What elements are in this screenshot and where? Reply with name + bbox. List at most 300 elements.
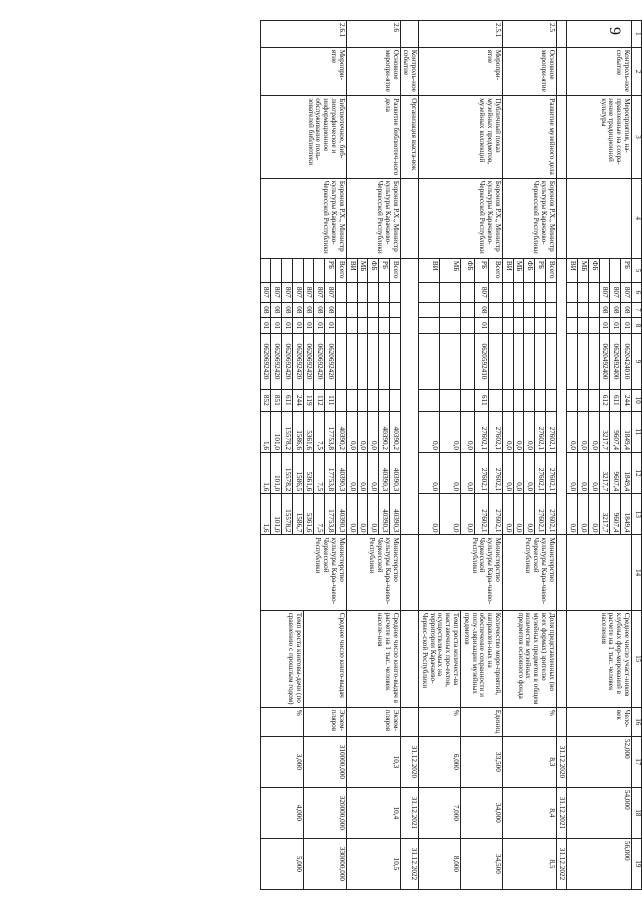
value-year3-cell: 101,0	[271, 494, 282, 535]
vr-cell: 119	[303, 389, 314, 411]
csr-cell: 0620592410	[474, 334, 488, 390]
source-cell: МБ	[578, 258, 589, 282]
value-year1-cell: 0,0	[368, 411, 379, 452]
source-cell: МБ	[357, 258, 368, 282]
pr-cell: 01	[599, 318, 610, 334]
rz-cell	[389, 302, 400, 318]
grbs-cell	[368, 283, 379, 302]
vr-cell	[357, 389, 368, 411]
csr-cell	[440, 334, 461, 390]
grbs-cell	[567, 283, 578, 302]
target-year3-cell: 10,5	[346, 838, 400, 889]
source-cell	[556, 258, 567, 535]
value-year3-cell: 5361,6	[303, 494, 314, 535]
header-cell-1: 1	[632, 21, 642, 48]
value-year3-cell: 40390,3	[389, 494, 400, 535]
target-year2-cell: 4,000	[260, 787, 303, 838]
pr-cell: 01	[271, 318, 282, 334]
value-year2-cell: 5361,6	[303, 452, 314, 493]
target-year2-cell: 320000,000	[303, 787, 346, 838]
grbs-cell	[419, 283, 440, 302]
target-year1-cell: 33,500	[460, 736, 502, 787]
unit-cell: Единиц	[460, 707, 502, 736]
vr-cell	[588, 389, 599, 411]
value-year1-cell: 0,0	[440, 411, 461, 452]
value-year3-cell: 9607,4	[610, 494, 621, 535]
title-cell: Развитие библиотеч-ного дела	[346, 96, 400, 179]
date-year2-cell: 31.12.2021	[400, 787, 419, 838]
rz-cell	[379, 302, 390, 318]
pr-cell	[535, 318, 546, 334]
rz-cell	[346, 302, 357, 318]
value-year3-cell: 0,0	[588, 494, 599, 535]
csr-cell: 0620692420	[325, 334, 336, 390]
header-cell-13: 13	[632, 494, 642, 535]
header-cell-19: 19	[632, 838, 642, 889]
source-cell	[271, 258, 282, 282]
source-cell	[260, 258, 271, 282]
csr-cell: 0620692420	[282, 334, 293, 390]
pr-cell: 01	[325, 318, 336, 334]
table-row	[400, 21, 419, 890]
value-year3-cell: 15578,2	[282, 494, 293, 535]
csr-cell	[379, 334, 390, 390]
value-year3-cell: 0,0	[357, 494, 368, 535]
csr-cell: 0620692420	[314, 334, 325, 390]
rz-cell: 08	[271, 302, 282, 318]
vr-cell: 111	[325, 389, 336, 411]
type-cell: Основное меропри-ятие	[346, 47, 400, 96]
value-year2-cell: 0,0	[368, 452, 379, 493]
value-year2-cell: 27602,1	[535, 452, 546, 493]
value-year3-cell: 17753,8	[325, 494, 336, 535]
value-year1-cell: 3217,7	[599, 411, 610, 452]
rz-cell	[535, 302, 546, 318]
value-year1-cell: 40390,2	[336, 411, 347, 452]
value-year2-cell: 0,0	[513, 452, 524, 493]
rz-cell: 08	[325, 302, 336, 318]
rz-cell	[588, 302, 599, 318]
csr-cell: 0620424010	[621, 334, 632, 390]
value-year2-cell: 0,0	[524, 452, 535, 493]
target-year2-cell: 8,4	[502, 787, 556, 838]
value-year1-cell: 27602,1	[545, 411, 556, 452]
indicator-cell: Темп роста книговы-дачи (по сравнению с прошлым годом)	[260, 610, 303, 707]
value-year1-cell: 7,5	[314, 411, 325, 452]
header-cell-6: 6	[632, 283, 642, 302]
header-cell-14: 14	[632, 535, 642, 610]
pr-cell: 01	[610, 318, 621, 334]
source-cell: РБ	[325, 258, 336, 282]
rz-cell	[488, 302, 502, 318]
table-row	[621, 21, 632, 890]
header-cell-15: 15	[632, 610, 642, 707]
grbs-cell: 807	[292, 283, 303, 302]
source-cell: Всего	[488, 258, 502, 282]
grbs-cell	[346, 283, 357, 302]
value-year3-cell: 0,0	[346, 494, 357, 535]
vr-cell: 112	[314, 389, 325, 411]
pr-cell	[440, 318, 461, 334]
executor-cell: Министерство культуры Кара-чаево-Черкесской Республики	[419, 535, 503, 610]
pr-cell	[368, 318, 379, 334]
vr-cell: 612	[599, 389, 610, 411]
source-cell: ФБ	[368, 258, 379, 282]
header-cell-17: 17	[632, 736, 642, 787]
value-year1-cell: 15578,2	[282, 411, 293, 452]
unit-cell: %	[419, 707, 461, 736]
target-year3-cell: 34,500	[460, 838, 502, 889]
target-year3-cell: 5,000	[260, 838, 303, 889]
target-year1-cell: 8,3	[502, 736, 556, 787]
value-year3-cell: 0,0	[440, 494, 461, 535]
value-year2-cell: 101,0	[271, 452, 282, 493]
csr-cell	[368, 334, 379, 390]
value-year2-cell: 0,0	[588, 452, 599, 493]
pr-cell: 01	[314, 318, 325, 334]
grbs-cell	[545, 283, 556, 302]
value-year1-cell: 0,0	[567, 411, 578, 452]
num-cell: 2.6.1	[260, 21, 346, 48]
value-year2-cell: 0,0	[567, 452, 578, 493]
value-year3-cell: 3217,7	[599, 494, 610, 535]
target-year3-cell: 330000,000	[303, 838, 346, 889]
grbs-cell: 807	[303, 283, 314, 302]
executor-cell: Министерство культуры Кара-чаево-Черкесской Республики	[260, 535, 346, 610]
num-cell: 2.5	[502, 21, 556, 48]
vr-cell	[567, 389, 578, 411]
source-cell	[292, 258, 303, 282]
num-cell	[400, 21, 419, 48]
csr-cell: 0620492400	[599, 334, 610, 390]
value-year3-cell: 27602,1	[474, 494, 488, 535]
indicator-cell: Среднее число участ-ников клубных фор-мирований в расчете на 1 тыс. человек населения	[567, 610, 632, 707]
rz-cell	[567, 302, 578, 318]
source-cell: РБ	[379, 258, 390, 282]
value-year2-cell: 0,0	[357, 452, 368, 493]
target-year3-cell: 56,000	[567, 838, 632, 889]
value-year2-cell: 7,5	[314, 452, 325, 493]
grbs-cell	[578, 283, 589, 302]
value-year1-cell: 27602,1	[474, 411, 488, 452]
value-year1-cell: 27602,1	[488, 411, 502, 452]
source-cell	[303, 258, 314, 282]
value-year2-cell: 17753,8	[325, 452, 336, 493]
grbs-cell	[588, 283, 599, 302]
table-row	[488, 21, 502, 890]
value-year2-cell: 40390,3	[389, 452, 400, 493]
csr-cell: 0620492400	[610, 334, 621, 390]
dates-row	[556, 21, 567, 890]
target-year1-cell: 10,3	[346, 736, 400, 787]
source-cell: МБ	[513, 258, 524, 282]
pr-cell	[502, 318, 513, 334]
unit-cell	[400, 707, 419, 736]
value-year2-cell: 0,0	[440, 452, 461, 493]
num-cell: 2.6	[346, 21, 400, 48]
title-cell: Мероприятия, на-правленные на сохра-нение традиционной культуры	[567, 96, 632, 179]
csr-cell	[524, 334, 535, 390]
source-cell: ВИ	[567, 258, 578, 282]
pr-cell: 01	[474, 318, 488, 334]
grbs-cell: 807	[282, 283, 293, 302]
value-year3-cell: 40390,3	[379, 494, 390, 535]
value-year1-cell: 0,0	[357, 411, 368, 452]
value-year3-cell: 27602,1	[545, 494, 556, 535]
csr-cell	[567, 334, 578, 390]
title-cell	[556, 96, 567, 179]
pr-cell	[588, 318, 599, 334]
target-year2-cell: 54,000	[567, 787, 632, 838]
source-cell: ВИ	[346, 258, 357, 282]
vr-cell	[502, 389, 513, 411]
type-cell: Контроль-ное событие	[400, 47, 419, 96]
rz-cell	[513, 302, 524, 318]
date-year1-cell: 31.12.2020	[400, 736, 419, 787]
csr-cell: 0620692420	[292, 334, 303, 390]
grbs-cell	[379, 283, 390, 302]
responsible-cell: Боронов Р.Х., Министр культуры Карачаево-Черкесской Республики	[346, 178, 400, 258]
source-cell: Всего	[336, 258, 347, 282]
value-year2-cell: 0,0	[578, 452, 589, 493]
pr-cell: 01	[282, 318, 293, 334]
value-year2-cell: 27602,1	[545, 452, 556, 493]
grbs-cell	[524, 283, 535, 302]
rz-cell	[357, 302, 368, 318]
value-year2-cell: 27602,1	[488, 452, 502, 493]
rz-cell: 08	[303, 302, 314, 318]
value-year1-cell: 1,6	[260, 411, 271, 452]
source-cell: ВИ	[502, 258, 513, 282]
value-year3-cell: 0,0	[567, 494, 578, 535]
grbs-cell: 807	[325, 283, 336, 302]
indicator-cell: Среднее число книго-выдач в расчете на 1 тыс. человек населе-ния	[346, 610, 400, 707]
value-year1-cell: 0,0	[460, 411, 474, 452]
num-cell	[556, 21, 567, 48]
header-cell-7: 7	[632, 302, 642, 318]
rz-cell	[368, 302, 379, 318]
header-cell-5: 5	[632, 258, 642, 282]
csr-cell: 0620692420	[260, 334, 271, 390]
responsible-cell: Боронов Р.Х., Министр культуры Карачаево-Черкесской Республики	[419, 178, 503, 258]
source-cell	[314, 258, 325, 282]
value-year2-cell: 0,0	[346, 452, 357, 493]
vr-cell	[535, 389, 546, 411]
value-year1-cell: 27602,1	[535, 411, 546, 452]
value-year1-cell: 0,0	[502, 411, 513, 452]
value-year1-cell: 0,0	[588, 411, 599, 452]
csr-cell	[578, 334, 589, 390]
table-row	[336, 21, 347, 890]
num-cell	[567, 21, 632, 48]
source-cell	[599, 258, 610, 282]
table-row	[389, 21, 400, 890]
source-cell: ВИ	[419, 258, 440, 282]
header-cell-11: 11	[632, 411, 642, 452]
header-cell-12: 12	[632, 452, 642, 493]
grbs-cell	[357, 283, 368, 302]
unit-cell: Экзем-пляров	[346, 707, 400, 736]
unit-cell: %	[260, 707, 303, 736]
csr-cell	[513, 334, 524, 390]
value-year3-cell: 40390,3	[336, 494, 347, 535]
pr-cell: 01	[292, 318, 303, 334]
value-year3-cell: 27602,1	[488, 494, 502, 535]
date-year2-cell: 31.12.2021	[556, 787, 567, 838]
value-year2-cell: 0,0	[502, 452, 513, 493]
rz-cell: 08	[282, 302, 293, 318]
grbs-cell	[389, 283, 400, 302]
rz-cell: 08	[260, 302, 271, 318]
responsible-cell	[567, 178, 632, 258]
pr-cell	[524, 318, 535, 334]
title-cell: Развитие музейного дела	[502, 96, 556, 179]
vr-cell	[460, 389, 474, 411]
value-year2-cell: 1586,5	[292, 452, 303, 493]
csr-cell	[488, 334, 502, 390]
rz-cell	[502, 302, 513, 318]
vr-cell: 244	[292, 389, 303, 411]
title-cell: Библиотечное, биб-лиографическое и информационное обслуживание поль-зователей библиотеки	[260, 96, 346, 179]
grbs-cell	[535, 283, 546, 302]
vr-cell	[488, 389, 502, 411]
value-year2-cell: 0,0	[419, 452, 440, 493]
rz-cell: 08	[599, 302, 610, 318]
indicator-cell: Количество моро-приятий, направлен-ных на обеспечение сохранности и попу-ляризации музейных предметов	[460, 610, 502, 707]
vr-cell: 611	[474, 389, 488, 411]
executor-cell: Министерство культуры Кара-чаево-Черкесской Республики	[346, 535, 400, 610]
source-cell: Всего	[389, 258, 400, 282]
value-year3-cell: 0,0	[502, 494, 513, 535]
value-year3-cell: 0,0	[368, 494, 379, 535]
pr-cell	[578, 318, 589, 334]
grbs-cell	[488, 283, 502, 302]
value-year2-cell: 9607,4	[610, 452, 621, 493]
source-cell: ФБ	[524, 258, 535, 282]
target-year2-cell: 10,4	[346, 787, 400, 838]
value-year3-cell: 1,6	[260, 494, 271, 535]
date-year3-cell: 31.12.2022	[400, 838, 419, 889]
value-year3-cell: 7,5	[314, 494, 325, 535]
grbs-cell: 807	[599, 283, 610, 302]
rz-cell	[460, 302, 474, 318]
pr-cell	[513, 318, 524, 334]
source-cell: РБ	[474, 258, 488, 282]
csr-cell	[336, 334, 347, 390]
header-cell-8: 8	[632, 318, 642, 334]
target-year1-cell: 310000,000	[303, 736, 346, 787]
rz-cell	[545, 302, 556, 318]
vr-cell	[419, 389, 440, 411]
grbs-cell: 807	[260, 283, 271, 302]
responsible-cell	[556, 178, 567, 258]
header-cell-18: 18	[632, 787, 642, 838]
value-year3-cell: 0,0	[460, 494, 474, 535]
csr-cell	[545, 334, 556, 390]
vr-cell	[336, 389, 347, 411]
value-year3-cell: 0,0	[524, 494, 535, 535]
num-cell: 2.5.1	[419, 21, 503, 48]
value-year3-cell: 0,0	[513, 494, 524, 535]
source-cell	[400, 258, 419, 535]
pr-cell	[545, 318, 556, 334]
date-year3-cell: 31.12.2022	[556, 838, 567, 889]
target-year1-cell: 52,000	[567, 736, 632, 787]
responsible-cell	[400, 178, 419, 258]
grbs-cell: 807	[314, 283, 325, 302]
grbs-cell: 807	[610, 283, 621, 302]
pr-cell	[460, 318, 474, 334]
target-year2-cell: 7,000	[419, 787, 461, 838]
vr-cell	[389, 389, 400, 411]
executor-cell: Министерство культуры Кара-чаево-Черкесской Республики	[502, 535, 556, 610]
target-year3-cell: 8,5	[502, 838, 556, 889]
csr-cell	[389, 334, 400, 390]
unit-cell: Чело-век	[567, 707, 632, 736]
value-year2-cell: 1849,4	[621, 452, 632, 493]
header-cell-4: 4	[632, 178, 642, 258]
csr-cell	[588, 334, 599, 390]
executor-cell	[556, 535, 567, 610]
table-body	[260, 21, 631, 890]
value-year2-cell: 15578,2	[282, 452, 293, 493]
source-cell: ФБ	[588, 258, 599, 282]
type-cell: Основное меропри-ятие	[502, 47, 556, 96]
grbs-cell: 807	[621, 283, 632, 302]
pr-cell: 01	[260, 318, 271, 334]
unit-cell	[556, 707, 567, 736]
pr-cell	[336, 318, 347, 334]
pr-cell	[379, 318, 390, 334]
vr-cell	[440, 389, 461, 411]
value-year1-cell: 0,0	[513, 411, 524, 452]
source-cell: МБ	[440, 258, 461, 282]
csr-cell: 0620692420	[303, 334, 314, 390]
vr-cell	[524, 389, 535, 411]
indicator-cell: Среднее число книго-выдач	[303, 610, 346, 707]
type-cell: Меропри-ятие	[419, 47, 503, 96]
type-cell: Контроль-ное событие	[567, 47, 632, 96]
vr-cell	[545, 389, 556, 411]
type-cell: Меропри-ятие	[260, 47, 346, 96]
source-cell: Всего	[545, 258, 556, 282]
source-cell	[610, 258, 621, 282]
vr-cell	[513, 389, 524, 411]
header-cell-3: 3	[632, 96, 642, 179]
value-year1-cell: 5361,6	[303, 411, 314, 452]
indicator-cell	[400, 610, 419, 707]
pr-cell	[419, 318, 440, 334]
grbs-cell: 807	[271, 283, 282, 302]
header-cell-9: 9	[632, 334, 642, 390]
pr-cell	[389, 318, 400, 334]
csr-cell	[357, 334, 368, 390]
value-year2-cell: 0,0	[460, 452, 474, 493]
value-year1-cell: 0,0	[346, 411, 357, 452]
responsible-cell: Боронов Р.Х., Министр культуры Карачаево-Черкесской Республики	[502, 178, 556, 258]
table-row	[545, 21, 556, 890]
rz-cell	[578, 302, 589, 318]
unit-cell: %	[502, 707, 556, 736]
csr-cell: 0620692420	[271, 334, 282, 390]
value-year2-cell: 40390,3	[336, 452, 347, 493]
type-cell	[556, 47, 567, 96]
csr-cell	[460, 334, 474, 390]
value-year2-cell: 1,6	[260, 452, 271, 493]
value-year3-cell: 1586,7	[292, 494, 303, 535]
source-cell	[282, 258, 293, 282]
value-year2-cell: 40390,3	[379, 452, 390, 493]
